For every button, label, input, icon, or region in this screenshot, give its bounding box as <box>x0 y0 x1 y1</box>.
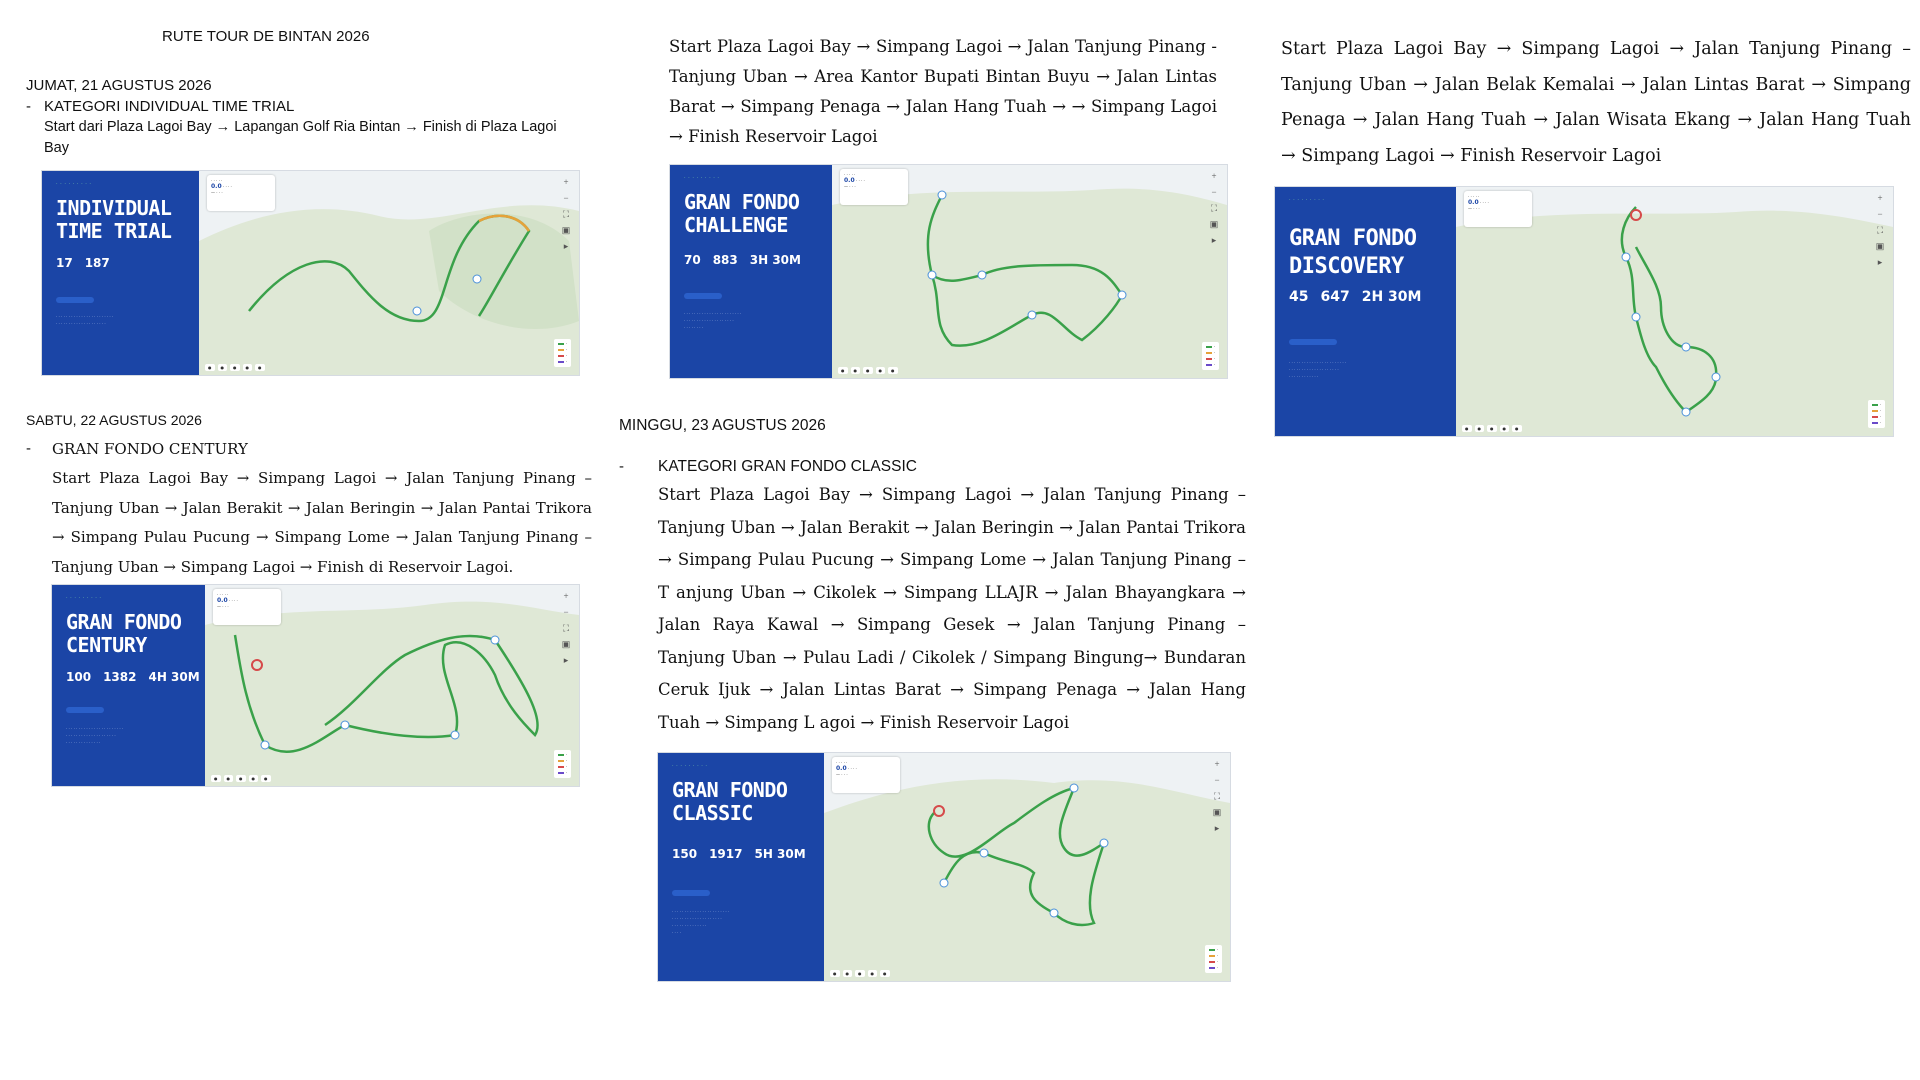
play-icon[interactable]: ▸ <box>1211 235 1217 245</box>
stat-cutoff: 5H 30M <box>754 847 806 861</box>
zoom-out-icon[interactable]: − <box>1211 187 1217 197</box>
day-heading-friday: JUMAT, 21 AGUSTUS 2026 <box>26 77 212 94</box>
play-icon[interactable]: ▸ <box>563 655 569 665</box>
category-century: GRAN FONDO CENTURY <box>52 440 248 458</box>
card-panel <box>670 165 832 378</box>
card-kicker: · · · · · · · · · <box>66 595 102 601</box>
category-classic: KATEGORI GRAN FONDO CLASSIC <box>658 458 917 475</box>
day-heading-sunday: MINGGU, 23 AGUSTUS 2026 <box>619 417 826 434</box>
route-map-card-challenge <box>669 164 1228 379</box>
stat-cutoff: 2H 30M <box>1361 289 1422 305</box>
card-blurb: · · · · · · · · · · · · · · · · · · · · · · · · · · · · · · · · · · · · · · · · · · · · · · · · · · · <box>684 311 742 330</box>
bullet-dash: - <box>26 98 31 115</box>
layers-icon[interactable]: ▣ <box>1209 219 1219 229</box>
stat-distance: 45 <box>1289 289 1309 305</box>
info-panel: · · · · · 0.0 · · · · — · · · <box>213 589 281 625</box>
card-pill <box>672 890 710 896</box>
map-controls <box>561 177 573 251</box>
fullscreen-icon[interactable]: ⛶ <box>1876 225 1884 235</box>
stat-elevation: 1382 <box>103 670 137 684</box>
play-icon[interactable]: ▸ <box>1214 823 1220 833</box>
play-icon[interactable]: ▸ <box>563 241 569 251</box>
fullscreen-icon[interactable]: ⛶ <box>1210 203 1218 213</box>
map-legend: · · · · <box>1868 400 1885 428</box>
map-controls <box>1875 193 1887 267</box>
layers-icon[interactable]: ▣ <box>561 225 571 235</box>
card-kicker: · · · · · · · · · <box>672 763 708 769</box>
fullscreen-icon[interactable]: ⛶ <box>1213 791 1221 801</box>
card-title: GRAN FONDO CLASSIC <box>672 778 788 825</box>
card-stats <box>66 670 200 684</box>
card-panel <box>52 585 205 786</box>
zoom-out-icon[interactable]: − <box>563 607 569 617</box>
play-icon[interactable]: ▸ <box>1877 257 1883 267</box>
map-legend: · · · · <box>1202 342 1219 370</box>
card-title: GRAN FONDO DISCOVERY <box>1289 226 1417 279</box>
info-panel: · · · · · 0.0 · · · · — · · · <box>832 757 900 793</box>
document-title: RUTE TOUR DE BINTAN 2026 <box>162 28 370 45</box>
card-blurb: · · · · · · · · · · · · · · · · · · · · · · · · · · · · · · · · · · · · · · · · · · · · · · · · · · · · · · · · · · · · · <box>672 909 730 935</box>
card-pill <box>1289 339 1337 345</box>
route-map[interactable] <box>205 585 579 786</box>
zoom-out-icon[interactable]: − <box>1877 209 1883 219</box>
route-map-card-classic <box>657 752 1231 982</box>
card-panel <box>42 171 199 375</box>
map-legend: · · · · <box>554 339 571 367</box>
card-stats <box>1289 289 1421 305</box>
layers-icon[interactable]: ▣ <box>561 639 571 649</box>
fullscreen-icon[interactable]: ⛶ <box>562 623 570 633</box>
route-map-card-century <box>51 584 580 787</box>
card-stats <box>672 847 806 861</box>
route-map[interactable] <box>824 753 1230 981</box>
stat-elevation: 187 <box>84 256 110 270</box>
stat-distance: 70 <box>684 253 701 267</box>
card-blurb: · · · · · · · · · · · · · · · · · · · · · · · · · · · · · · · · · · · · · · · · · · · <box>56 314 114 326</box>
zoom-in-icon[interactable]: + <box>1877 193 1883 203</box>
route-map[interactable] <box>199 171 579 375</box>
map-chips: ● ● ● ● ● <box>830 970 890 977</box>
card-title: GRAN FONDO CHALLENGE <box>684 190 800 237</box>
map-controls <box>1212 759 1224 833</box>
route-century: Start Plaza Lagoi Bay → Simpang Lagoi → Jalan Tanjung Pinang – Tanjung Uban → Jalan Berakit → Jalan Beringin → Jalan Pantai Trikora → Simpang Pulau Pucung → Simpang Lome → Jalan Tanjung Pinang – Tanjung Uban → Simpang Lagoi → Finish di Reservoir Lagoi. <box>52 469 592 576</box>
card-stats <box>684 253 801 267</box>
map-controls <box>561 591 573 665</box>
map-chips: ● ● ● ● ● <box>211 775 271 782</box>
route-challenge: Start Plaza Lagoi Bay → Simpang Lagoi → Jalan Tanjung Pinang -Tanjung Uban → Area Kantor Bupati Bintan Buyu → Jalan Lintas Barat → Simpang Penaga → Jalan Hang Tuah → → Simpang Lagoi → Finish Reservoir Lagoi <box>669 37 1217 146</box>
stat-elevation: 1917 <box>709 847 743 861</box>
fullscreen-icon[interactable]: ⛶ <box>562 209 570 219</box>
route-itt: Start dari Plaza Lagoi Bay → Lapangan Golf Ria Bintan → Finish di Plaza Lagoi Bay <box>44 119 557 156</box>
stat-distance: 17 <box>56 256 73 270</box>
map-controls <box>1209 171 1221 245</box>
card-title: GRAN FONDO CENTURY <box>66 610 182 657</box>
day-heading-saturday: SABTU, 22 AGUSTUS 2026 <box>26 412 202 428</box>
card-title: INDIVIDUAL TIME TRIAL <box>56 196 172 243</box>
route-map[interactable] <box>1456 187 1893 436</box>
stat-cutoff: 3H 30M <box>749 253 801 267</box>
zoom-in-icon[interactable]: + <box>1211 171 1217 181</box>
bullet-dash: - <box>26 440 31 457</box>
stat-distance: 100 <box>66 670 92 684</box>
map-chips: ● ● ● ● ● <box>1462 425 1522 432</box>
layers-icon[interactable]: ▣ <box>1875 241 1885 251</box>
card-blurb: · · · · · · · · · · · · · · · · · · · · · · · · · · · · · · · · · · · · · · · · · · · · · · · · · · · · · · · · · <box>66 726 124 745</box>
route-map-card-itt <box>41 170 580 376</box>
zoom-in-icon[interactable]: + <box>1214 759 1220 769</box>
map-chips: ● ● ● ● ● <box>838 367 898 374</box>
stat-distance: 150 <box>672 847 698 861</box>
route-map-card-discovery <box>1274 186 1894 437</box>
map-legend: · · · · <box>1205 945 1222 973</box>
bullet-dash: - <box>619 458 624 475</box>
card-panel <box>1275 187 1456 436</box>
route-discovery: Start Plaza Lagoi Bay → Simpang Lagoi → Jalan Tanjung Pinang – Tanjung Uban → Jalan Belak Kemalai → Jalan Lintas Barat → Simpang Penaga → Jalan Hang Tuah → Jalan Wisata Ekang → Jalan Hang Tuah → Simpang Lagoi → Finish Reservoir Lagoi <box>1281 39 1911 166</box>
card-pill <box>684 293 722 299</box>
category-itt: KATEGORI INDIVIDUAL TIME TRIAL <box>44 98 295 115</box>
card-stats <box>56 256 110 270</box>
route-classic: Start Plaza Lagoi Bay → Simpang Lagoi → Jalan Tanjung Pinang – Tanjung Uban → Jalan Berakit → Jalan Beringin → Jalan Pantai Trikora → Simpang Pulau Pucung → Simpang Lome → Jalan Tanjung Pinang – T anjung Uban → Cikolek → Simpang LLAJR → Jalan Bhayangkara → Jalan Raya Kawal → Simpang Gesek → Jalan Tanjung Pinang – Tanjung Uban → Pulau Ladi / Cikolek / Simpang Bingung→ Bundaran Ceruk Ijuk → Jalan Lintas Barat → Simpang Penaga → Jalan Hang Tuah → Simpang L agoi → Finish Reservoir Lagoi <box>658 485 1246 732</box>
card-pill <box>66 707 104 713</box>
card-kicker: · · · · · · · · · <box>56 181 92 187</box>
info-panel: · · · · · 0.0 · · · · — · · · <box>207 175 275 211</box>
card-panel <box>658 753 824 981</box>
info-panel: · · · · · 0.0 · · · · — · · · <box>1464 191 1532 227</box>
stat-elevation: 647 <box>1320 289 1350 305</box>
zoom-in-icon[interactable]: + <box>563 591 569 601</box>
map-legend: · · · · <box>554 750 571 778</box>
route-map[interactable] <box>832 165 1227 378</box>
map-chips: ● ● ● ● ● <box>205 364 265 371</box>
stat-cutoff: 4H 30M <box>148 670 200 684</box>
stat-elevation: 883 <box>712 253 738 267</box>
card-kicker: · · · · · · · · · <box>684 175 720 181</box>
info-panel: · · · · · 0.0 · · · · — · · · <box>840 169 908 205</box>
card-blurb: · · · · · · · · · · · · · · · · · · · · · · · · · · · · · · · · · · · · · · · · · · · · · · · · · · · · · · · <box>1289 360 1347 379</box>
card-pill <box>56 297 94 303</box>
zoom-out-icon[interactable]: − <box>563 193 569 203</box>
zoom-out-icon[interactable]: − <box>1214 775 1220 785</box>
card-kicker: · · · · · · · · · <box>1289 197 1325 203</box>
zoom-in-icon[interactable]: + <box>563 177 569 187</box>
layers-icon[interactable]: ▣ <box>1212 807 1222 817</box>
